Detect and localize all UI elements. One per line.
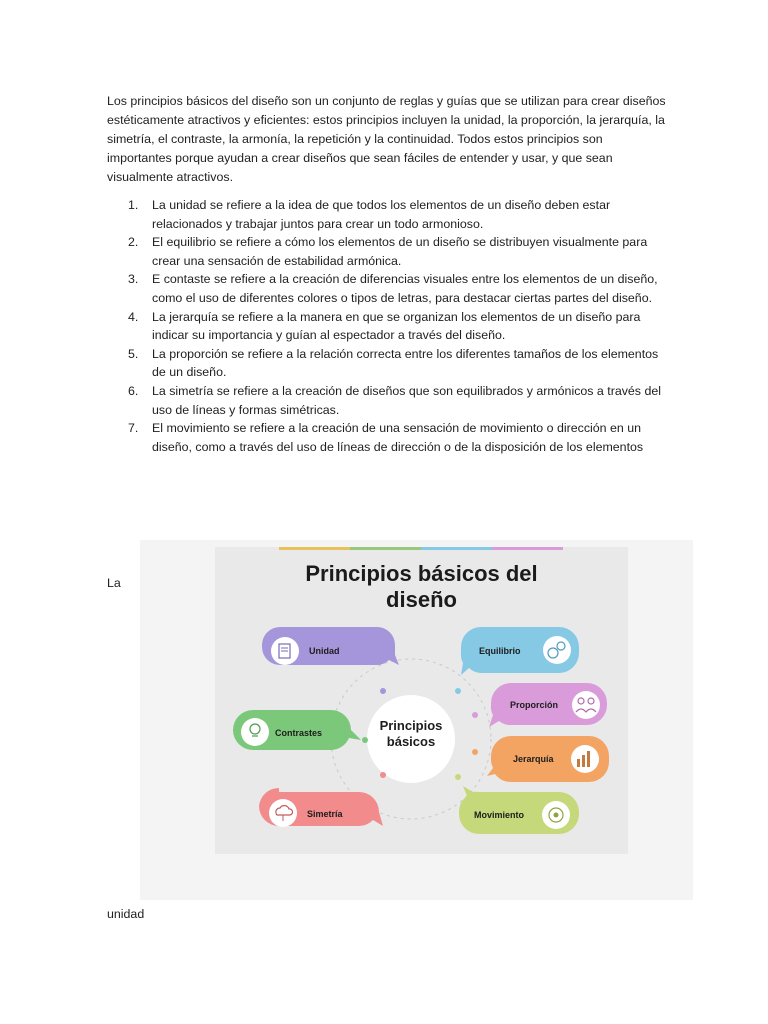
connector-dot xyxy=(455,688,461,694)
pill-label-proporcion: Proporción xyxy=(510,700,559,710)
intro-paragraph: Los principios básicos del diseño son un conjunto de reglas y guías que se utilizan para crear diseños estéticamente atractivos y eficientes: estos principios incluyen la unidad, la proporción, la jerarquía, la simetría, el contraste, la armonía, la repetición y la continuidad. Todos estos principios son importantes porque ayudan a crear diseños que sean fáciles de entender y usar, y que sean visualmente atractivos. xyxy=(107,94,666,184)
list-item xyxy=(107,233,667,270)
people-icon xyxy=(572,691,600,719)
connector-dot xyxy=(455,774,461,780)
list-number: 7. xyxy=(128,421,139,436)
list-number: 3. xyxy=(128,272,139,287)
pill-simetria xyxy=(259,788,383,827)
list-item xyxy=(107,270,667,307)
side-text-la: La xyxy=(107,576,121,590)
pill-equilibrio xyxy=(461,627,579,675)
pill-jerarquia xyxy=(487,736,609,782)
center-label-line1: Principios xyxy=(379,718,443,733)
pill-label-movimiento: Movimiento xyxy=(474,810,525,820)
infographic xyxy=(215,547,628,854)
list-item xyxy=(107,419,667,456)
infographic-title-line1: Principios básicos del xyxy=(305,561,538,586)
list-number: 2. xyxy=(128,235,139,250)
list-item xyxy=(107,382,667,419)
list-number: 4. xyxy=(128,309,139,324)
connector-dot xyxy=(380,688,386,694)
list-text: La proporción se refiere a la relación correcta entre los diferentes tamaños de los elementos de un diseño. xyxy=(152,346,659,380)
connector-dot xyxy=(362,737,368,743)
center-label-line2: básicos xyxy=(386,734,436,749)
list-text: E contaste se refiere a la creación de diferencias visuales entre los elementos de un diseño, como el uso de diferentes colores o tipos de letras, para destacar ciertas partes del diseño. xyxy=(152,272,658,305)
list-number: 1. xyxy=(128,198,139,212)
pill-proporcion xyxy=(489,683,607,727)
pill-label-unidad: Unidad xyxy=(309,646,340,656)
list-item xyxy=(107,308,667,345)
list-text: La unidad se refiere a la idea de que todos los elementos de un diseño deben estar relacionados y trabajar juntos para crear un todo armonioso. xyxy=(152,198,611,231)
title-bar-segment xyxy=(492,547,563,550)
infographic-title xyxy=(215,561,628,613)
list-number: 6. xyxy=(128,383,139,398)
side-text-unidad: unidad xyxy=(107,907,145,921)
lightbulb-icon xyxy=(241,718,269,746)
connector-dot xyxy=(472,749,478,755)
pill-label-contrastes: Contrastes xyxy=(275,728,323,738)
list-text: La jerarquía se refiere a la manera en que se organizan los elementos de un diseño para indicar su importancia y guían al espectador a través del diseño. xyxy=(152,309,641,343)
list-text: El movimiento se refiere a la creación de una sensación de movimiento o dirección en un diseño, como a través del uso de líneas de dirección o de la disposición de los elementos xyxy=(152,421,644,454)
title-bar-segment xyxy=(279,547,350,550)
title-bar-segment xyxy=(421,547,492,550)
infographic-title-line2: diseño xyxy=(386,587,457,612)
principles-list xyxy=(107,196,667,456)
pill-contrastes xyxy=(233,710,361,750)
connector-dot xyxy=(380,772,386,778)
list-item xyxy=(107,345,667,382)
pill-label-jerarquia: Jerarquía xyxy=(513,754,554,764)
connector-dot xyxy=(472,712,478,718)
title-bar-segment xyxy=(350,547,421,550)
pill-label-equilibrio: Equilibrio xyxy=(479,646,521,656)
list-number: 5. xyxy=(128,346,139,361)
title-color-bar xyxy=(279,547,563,550)
list-text: La simetría se refiere a la creación de diseños que son equilibrados y armónicos a través del uso de líneas y formas simétricas. xyxy=(152,383,661,417)
pill-movimiento xyxy=(459,786,579,834)
pill-unidad xyxy=(262,627,399,665)
list-item xyxy=(107,196,667,233)
list-text: El equilibrio se refiere a cómo los elementos de un diseño se distribuyen visualmente para crear una sensación de estabilidad armónica. xyxy=(152,235,648,268)
pill-label-simetria: Simetría xyxy=(307,809,343,819)
